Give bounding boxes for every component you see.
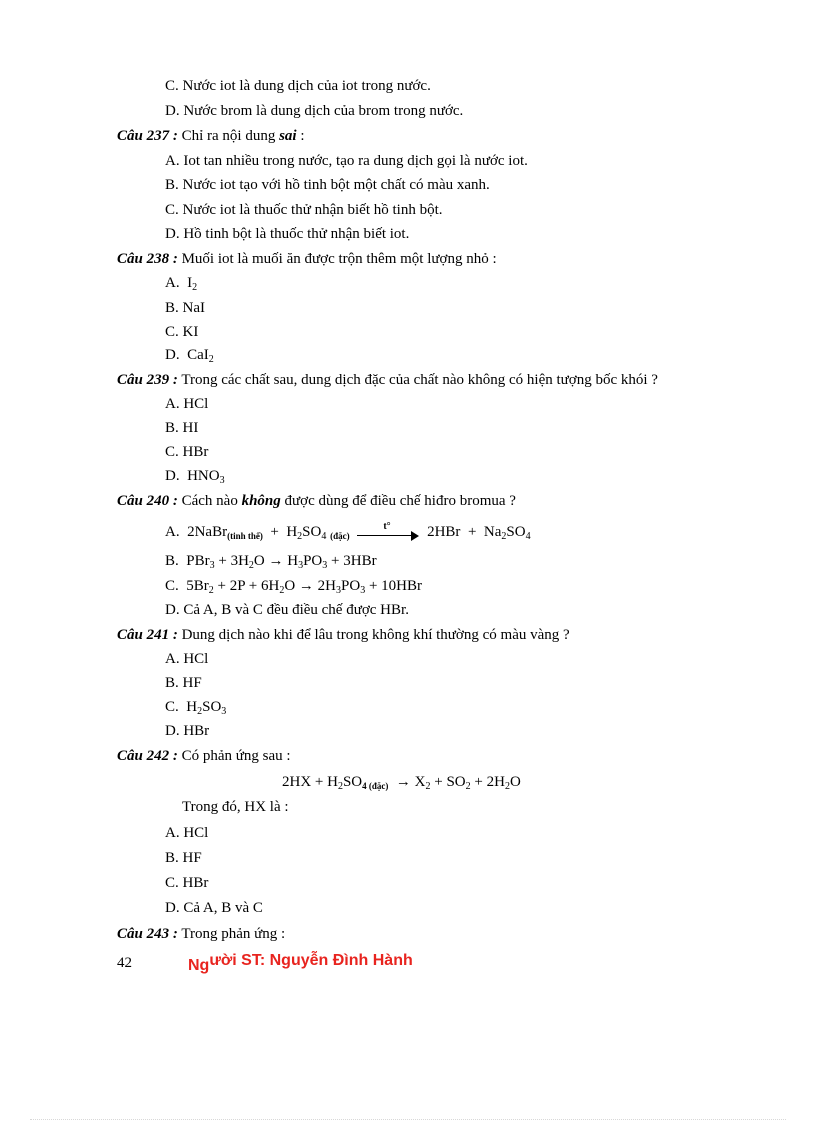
question-label: Câu 238 : (117, 251, 178, 267)
option-d: D. Cả A, B và C (165, 900, 263, 916)
page-number: 42 (117, 955, 132, 971)
question-emphasis: không (241, 493, 281, 509)
bottom-divider (30, 1119, 786, 1120)
option-a (165, 520, 531, 542)
option-b: B. HI (165, 420, 199, 436)
question-241 (117, 626, 570, 644)
option-c: C. Nước iot là dung dịch của iot trong nước. (165, 78, 431, 94)
option-prefix: A. (165, 524, 180, 540)
option-c (165, 698, 226, 716)
question-label: Câu 241 : (117, 627, 178, 643)
question-label: Câu 237 : (117, 128, 178, 144)
option-b (165, 552, 377, 570)
option-a: A. HCl (165, 825, 209, 841)
option-a: A. Iot tan nhiều trong nước, tạo ra dung dịch gọi là nước iot. (165, 153, 528, 169)
option-prefix: D. (165, 468, 180, 484)
question-text: Trong phản ứng : (181, 926, 286, 942)
question-239 (117, 371, 658, 389)
question-label: Câu 242 : (117, 748, 178, 764)
option-d (165, 467, 225, 485)
question-text: Dung dịch nào khi để lâu trong không khí thường có màu vàng ? (181, 627, 570, 643)
heat-label: t° (383, 520, 391, 532)
question-240 (117, 492, 516, 510)
question-label: Câu 239 : (117, 372, 178, 388)
formula: HNO (187, 468, 220, 484)
subscript: 2 (192, 282, 198, 293)
question-238 (117, 250, 497, 268)
question-237 (117, 127, 305, 145)
option-a (165, 274, 197, 292)
formula: CaI (187, 347, 209, 363)
question-text: Chỉ ra nội dung (181, 128, 276, 144)
question-text: Có phản ứng sau : (181, 748, 291, 764)
plus-sign: + (270, 524, 279, 540)
option-b: B. HF (165, 850, 202, 866)
option-prefix: C. (165, 699, 179, 715)
product-1: 2HBr (427, 524, 461, 540)
subscript: 2 (208, 354, 214, 365)
question-label: Câu 243 : (117, 926, 178, 942)
option-prefix: B. (165, 553, 179, 569)
option-d: D. Nước brom là dung dịch của brom trong nước. (165, 103, 464, 119)
option-c: C. HBr (165, 875, 209, 891)
subscript: 3 (219, 475, 225, 486)
equation: $5Br_2 + 2P + 6H_2O \to 2H_3PO_3 + 10HBr$ (186, 578, 422, 596)
option-a: A. HCl (165, 396, 209, 412)
reaction-equation: $2HX + H_2SO_{4 (đặc)} \to X_2 + SO_2 + 2H_2O$ (282, 774, 521, 792)
question-text: Trong các chất sau, dung dịch đặc của chất nào không có hiện tượng bốc khói ? (181, 372, 658, 388)
reactant-2: $H_2SO_4$ $_{(đặc)}$ (286, 524, 350, 542)
option-c: C. Nước iot là thuốc thử nhận biết hồ tinh bột. (165, 202, 443, 218)
formula: $H_2SO_3$ (186, 699, 227, 717)
option-b: B. Nước iot tạo với hồ tinh bột một chất có màu xanh. (165, 177, 490, 193)
question-text-end: : (300, 128, 305, 144)
option-prefix: C. (165, 578, 179, 594)
option-b: B. HF (165, 675, 202, 691)
option-prefix: D. (165, 347, 180, 363)
option-prefix: A. (165, 275, 180, 291)
question-242 (117, 747, 291, 765)
question-emphasis: sai (279, 128, 297, 144)
option-d: D. Hồ tinh bột là thuốc thử nhận biết iot. (165, 226, 410, 242)
option-c: C. KI (165, 324, 199, 340)
question-text-end: được dùng để điều chế hiđro bromua ? (284, 493, 516, 509)
author-credit: Người ST: Nguyễn Đình Hành (188, 952, 413, 974)
formula: I (187, 275, 193, 291)
option-a: A. HCl (165, 651, 209, 667)
option-d (165, 346, 214, 364)
equation: $PBr_3 + 3H_2O \to H_3PO_3 + 3HBr$ (186, 553, 377, 571)
option-d: D. HBr (165, 723, 210, 739)
option-b: B. NaI (165, 300, 205, 316)
option-c (165, 577, 422, 595)
reaction-arrow-icon (357, 520, 419, 540)
option-d: D. Cả A, B và C đều điều chế được HBr. (165, 602, 409, 618)
question-label: Câu 240 : (117, 493, 178, 509)
product-2: $Na_2SO_4$ (483, 524, 531, 542)
reactant-1: 2NaBr$_{(tinh thể)}$ (187, 524, 263, 541)
question-text: Cách nào (181, 493, 238, 509)
question-note: Trong đó, HX là : (182, 799, 289, 815)
plus-sign: + (467, 524, 477, 540)
option-c: C. HBr (165, 444, 209, 460)
question-243 (117, 925, 285, 943)
question-text: Muối iot là muối ăn được trộn thêm một lượng nhỏ : (181, 251, 497, 267)
